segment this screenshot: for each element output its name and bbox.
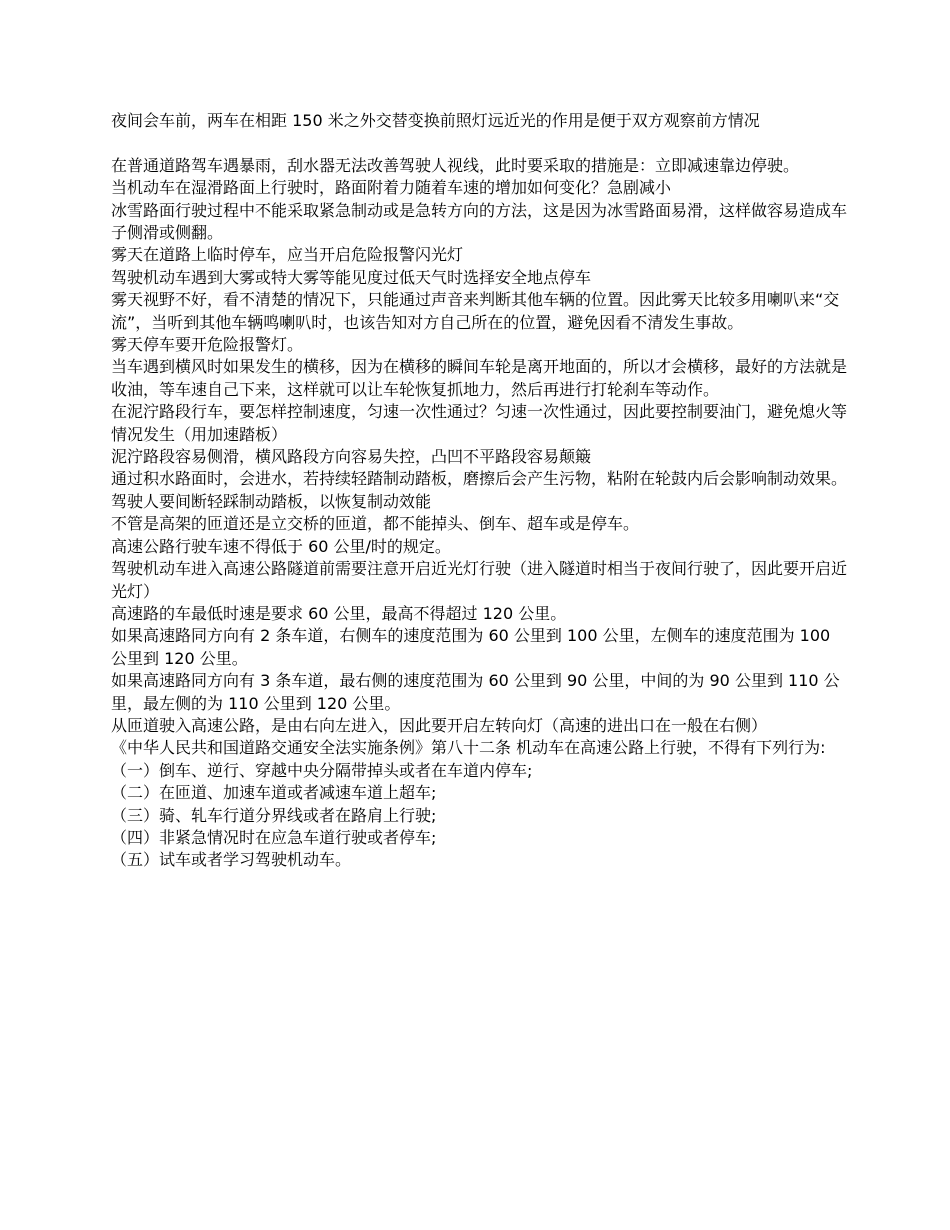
paragraph-fog-horn: 雾天视野不好，看不清楚的情况下，只能通过声音来判断其他车辆的位置。因此雾天比较多用喇叭来“交流”，当听到其他车辆鸣喇叭时，也该告知对方自己所在的位置，避免因看不清发生事故。 xyxy=(111,290,840,332)
paragraph-waterlogged-road: 通过积水路面时，会进水，若持续轻踏制动踏板，磨擦后会产生污物，粘附在轮鼓内后会影响制动效果。驾驶人要间断轻踩制动踏板，以恢复制动效能 xyxy=(111,469,848,511)
paragraph-ramp-entry: 从匝道驶入高速公路，是由右向左进入，因此要开启左转向灯（高速的进出口在一般在右侧） xyxy=(111,715,768,735)
list-item-3: （三）骑、轧车行道分界线或者在路肩上行驶; xyxy=(111,805,437,825)
list-item-2: （二）在匝道、加速车道或者减速车道上超车; xyxy=(111,783,437,803)
paragraph-tunnel-lights: 驾驶机动车进入高速公路隧道前需要注意开启近光灯行驶（进入隧道时相当于夜间行驶了，因此要开启近光灯） xyxy=(111,559,848,601)
document-body xyxy=(111,110,847,872)
paragraph-night-headlights: 夜间会车前，两车在相距 150 米之外交替变换前照灯远近光的作用是便于双方观察前方情况 xyxy=(111,111,760,130)
paragraph-dense-fog: 驾驶机动车遇到大雾或特大雾等能见度过低天气时选择安全地点停车 xyxy=(111,267,592,287)
paragraph-road-hazards: 泥泞路段容易侧滑，横风路段方向容易失控，凸凹不平路段容易颠簸 xyxy=(111,447,592,467)
paragraph-regulation-article-82: 《中华人民共和国道路交通安全法实施条例》第八十二条 机动车在高速公路上行驶，不得有下列行为: xyxy=(111,738,826,758)
paragraph-crosswind: 当车遇到横风时如果发生的横移，因为在横移的瞬间车轮是离开地面的，所以才会横移，最好的方法就是收油，等车速自己下来，这样就可以让车轮恢复抓地力，然后再进行打轮刹车等动作。 xyxy=(111,357,848,399)
list-item-1: （一）倒车、逆行、穿越中央分隔带掉头或者在车道内停车; xyxy=(111,760,533,780)
list-item-5: （五）试车或者学习驾驶机动车。 xyxy=(111,850,352,870)
paragraph-fog-hazard-lights: 雾天停车要开危险报警灯。 xyxy=(111,335,304,355)
paragraph-three-lane-speeds: 如果高速路同方向有 3 条车道，最右侧的速度范围为 60 公里到 90 公里，中间的为 90 公里到 110 公里，最左侧的为 110 公里到 120 公里。 xyxy=(111,671,840,713)
paragraph-rainstorm: 在普通道路驾车遇暴雨，刮水器无法改善驾驶人视线，此时要采取的措施是：立即减速靠边停驶。 xyxy=(111,155,800,175)
list-item-4: （四）非紧急情况时在应急车道行驶或者停车; xyxy=(111,827,437,847)
paragraph-spacer xyxy=(111,132,847,154)
paragraph-speed-limits: 高速路的车最低时速是要求 60 公里，最高不得超过 120 公里。 xyxy=(111,603,567,623)
paragraph-fog-temp-stop: 雾天在道路上临时停车，应当开启危险报警闪光灯 xyxy=(111,245,464,265)
paragraph-wet-road-grip: 当机动车在湿滑路面上行驶时，路面附着力随着车速的增加如何变化？急剧减小 xyxy=(111,178,672,198)
paragraph-highway-min-speed: 高速公路行驶车速不得低于 60 公里/时的规定。 xyxy=(111,536,451,556)
paragraph-two-lane-speeds: 如果高速路同方向有 2 条车道，右侧车的速度范围为 60 公里到 100 公里，左侧车的速度范围为 100 公里到 120 公里。 xyxy=(111,626,831,668)
paragraph-muddy-road-speed: 在泥泞路段行车，要怎样控制速度，匀速一次性通过？匀速一次性通过，因此要控制要油门，避免熄火等情况发生（用加速踏板） xyxy=(111,402,848,444)
paragraph-ramp-rules: 不管是高架的匝道还是立交桥的匝道，都不能掉头、倒车、超车或是停车。 xyxy=(111,514,640,534)
paragraph-icy-road: 冰雪路面行驶过程中不能采取紧急制动或是急转方向的方法，这是因为冰雪路面易滑，这样做容易造成车子侧滑或侧翻。 xyxy=(111,200,848,243)
